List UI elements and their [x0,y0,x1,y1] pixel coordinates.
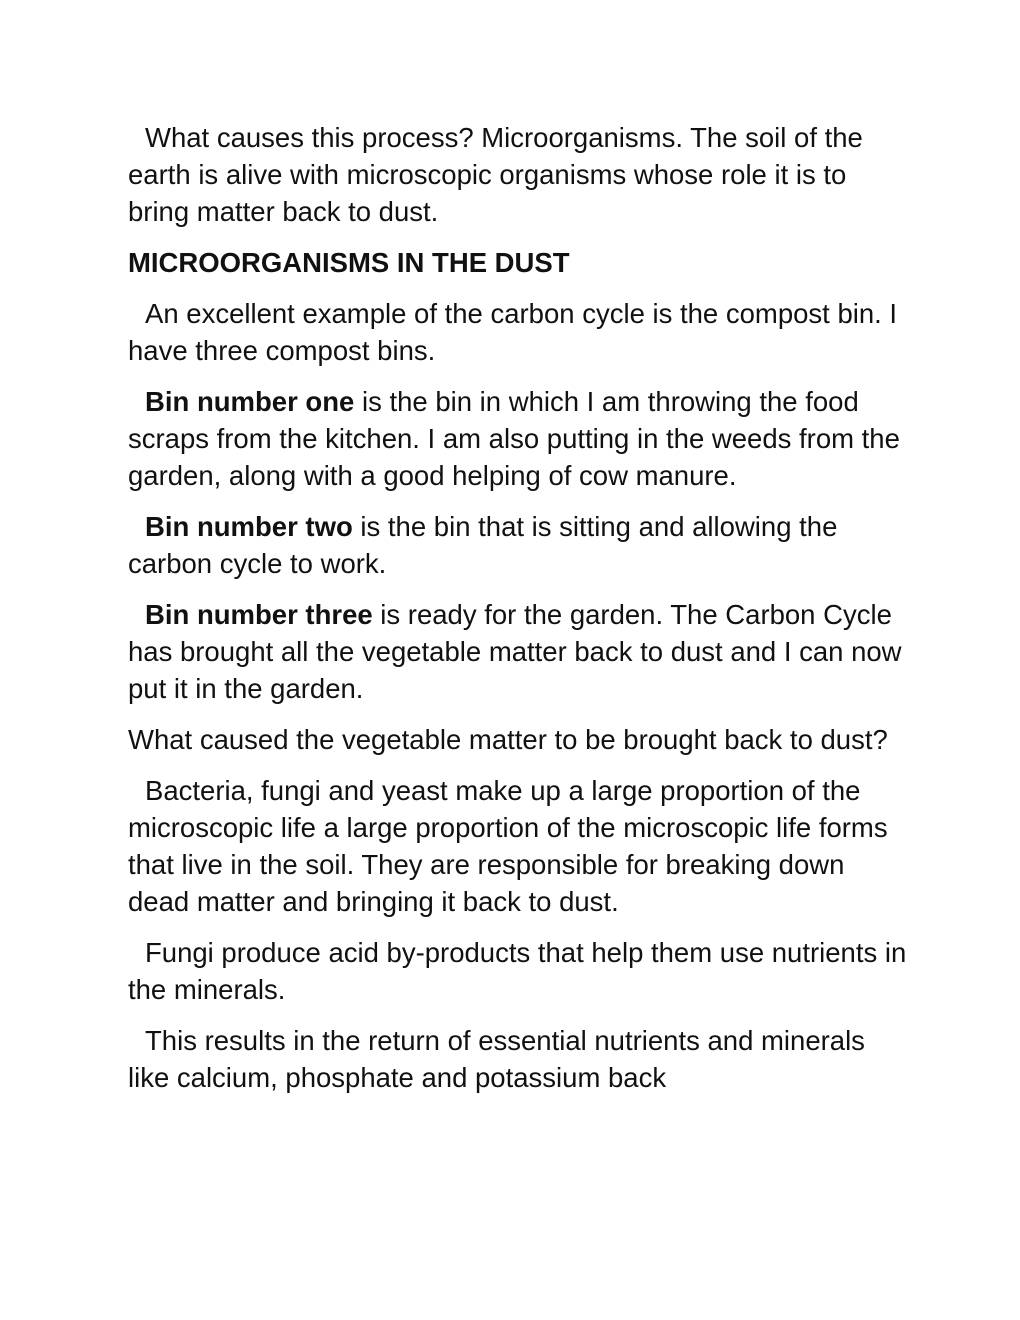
paragraph-bin-three [128,596,908,707]
bin-one-lead: Bin number one [145,386,355,417]
bin-three-text: is ready for the garden. The Carbon Cycle has brought all the vegetable matter back to dust and I can now put it in the garden. [128,599,902,704]
section-heading: MICROORGANISMS IN THE DUST [128,247,570,278]
paragraph-bacteria: Bacteria, fungi and yeast make up a large proportion of the microscopic life a large proportion of the microscopic life forms that live in the soil. They are responsible for breaking down dead matter and bringing it back to dust. [128,775,888,917]
paragraph-compost-example: An excellent example of the carbon cycle is the compost bin. I have three compost bins. [128,298,898,366]
paragraph-fungi: Fungi produce acid by-products that help them use nutrients in the minerals. [128,937,907,1005]
paragraph-question: What caused the vegetable matter to be brought back to dust? [128,724,888,755]
paragraph-bin-two [128,508,908,582]
bin-two-lead: Bin number two [145,511,353,542]
bin-two-text: is the bin that is sitting and allowing the carbon cycle to work. [128,511,838,579]
bin-one-text: is the bin in which I am throwing the food scraps from the kitchen. I am also putting in the weeds from the garden, along with a good helping of cow manure. [128,386,900,491]
document-page [128,119,908,1110]
paragraph-bin-one [128,383,908,494]
paragraph-nutrients: This results in the return of essential nutrients and minerals like calcium, phosphate and potassium back [128,1025,865,1093]
paragraph-intro: What causes this process? Microorganisms. The soil of the earth is alive with microscopic organisms whose role it is to bring matter back to dust. [128,122,863,227]
bin-three-lead: Bin number three [145,599,373,630]
